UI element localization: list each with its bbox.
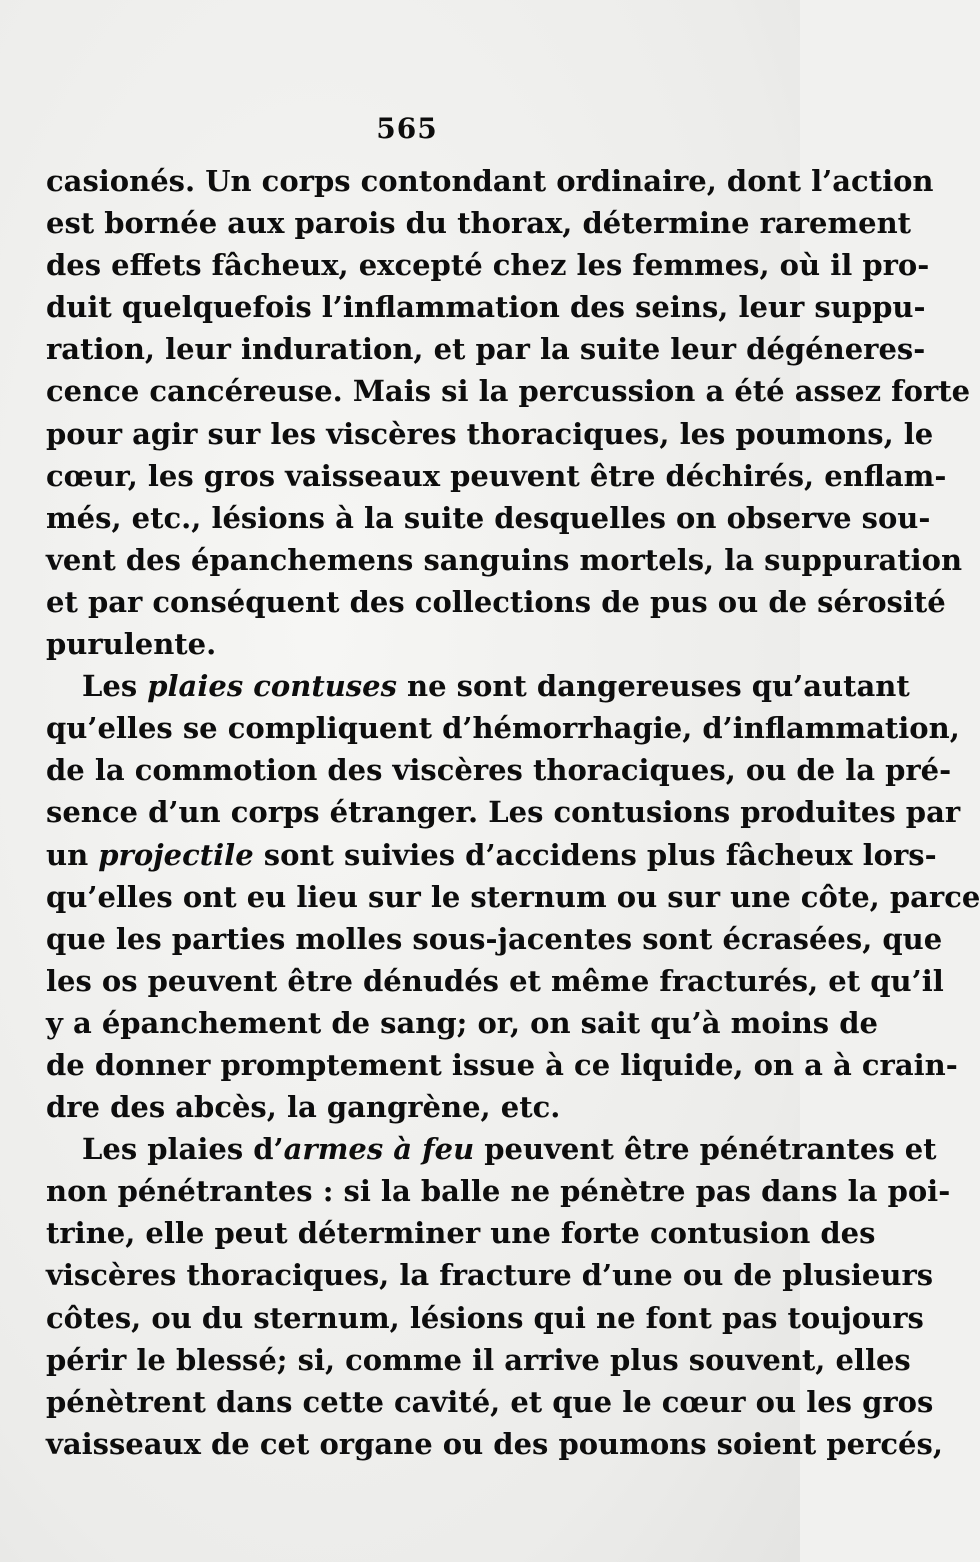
italic-phrase: armes à feu (283, 1132, 475, 1167)
text-line: cence cancéreuse. Mais si la percussion a été assez forte (46, 374, 971, 409)
text-line: des effets fâcheux, excepté chez les femmes, où il pro- (46, 248, 930, 283)
text-segment: peuvent être pénétrantes et (474, 1132, 937, 1167)
text-segment: Les plaies d’ (82, 1132, 284, 1167)
text-line: les os peuvent être dénudés et même fracturés, et qu’il (46, 963, 944, 998)
text-line: non pénétrantes : si la balle ne pénètre pas dans la poi- (46, 1174, 951, 1209)
text-line: de donner promptement issue à ce liquide, on a à crain- (46, 1047, 958, 1082)
text-line: sence d’un corps étranger. Les contusions produites par (46, 795, 961, 830)
text-line: pénètrent dans cette cavité, et que le cœur ou les gros (46, 1384, 934, 1419)
text-line: casionés. Un corps contondant ordinaire, dont l’action (46, 164, 934, 198)
text-segment: ne sont dangereuses qu’autant (396, 669, 910, 704)
text-line: est bornée aux parois du thorax, détermine rarement (46, 206, 912, 241)
text-line: qu’elles se compliquent d’hémorrhagie, d’inflammation, (46, 711, 960, 746)
text-line: viscères thoraciques, la fracture d’une ou de plusieurs (46, 1258, 934, 1293)
text-segment: Les (82, 669, 148, 704)
text-line (46, 1128, 937, 1170)
text-line: pour agir sur les viscères thoraciques, les poumons, le (46, 416, 934, 451)
text-line: trine, elle peut déterminer une forte contusion des (46, 1216, 876, 1251)
text-line: y a épanchement de sang; or, on sait qu’à moins de (46, 1005, 878, 1040)
text-line: de la commotion des viscères thoraciques, ou de la pré- (46, 753, 952, 788)
text-line: cœur, les gros vaisseaux peuvent être déchirés, enflam- (46, 458, 947, 493)
text-segment: sont suivies d’accidens plus fâcheux lors- (253, 837, 937, 872)
text-line: més, etc., lésions à la suite desquelles on observe sou- (46, 500, 931, 535)
text-line: vent des épanchemens sanguins mortels, la suppuration (46, 542, 963, 577)
text-line: côtes, ou du sternum, lésions qui ne font pas toujours (46, 1300, 924, 1335)
page-number: 565 (376, 112, 438, 145)
text-line: vaisseaux de cet organe ou des poumons soient percés, (46, 1426, 943, 1461)
text-line: purulente. (46, 627, 217, 662)
text-line (46, 834, 937, 876)
text-line (46, 665, 910, 707)
text-line: dre des abcès, la gangrène, etc. (46, 1090, 561, 1125)
text-line: duit quelquefois l’inflammation des seins, leur suppu- (46, 290, 926, 325)
text-line: périr le blessé; si, comme il arrive plus souvent, elles (46, 1342, 911, 1377)
text-segment: un (46, 837, 99, 872)
italic-phrase: projectile (98, 837, 254, 872)
text-line: ration, leur induration, et par la suite leur dégéneres- (46, 332, 926, 367)
body-text (46, 160, 980, 1465)
text-line: que les parties molles sous-jacentes sont écrasées, que (46, 921, 943, 956)
italic-phrase: plaies contuses (147, 669, 397, 704)
text-line: qu’elles ont eu lieu sur le sternum ou sur une côte, parce (46, 879, 980, 914)
text-line: et par conséquent des collections de pus ou de sérosité (46, 584, 946, 619)
